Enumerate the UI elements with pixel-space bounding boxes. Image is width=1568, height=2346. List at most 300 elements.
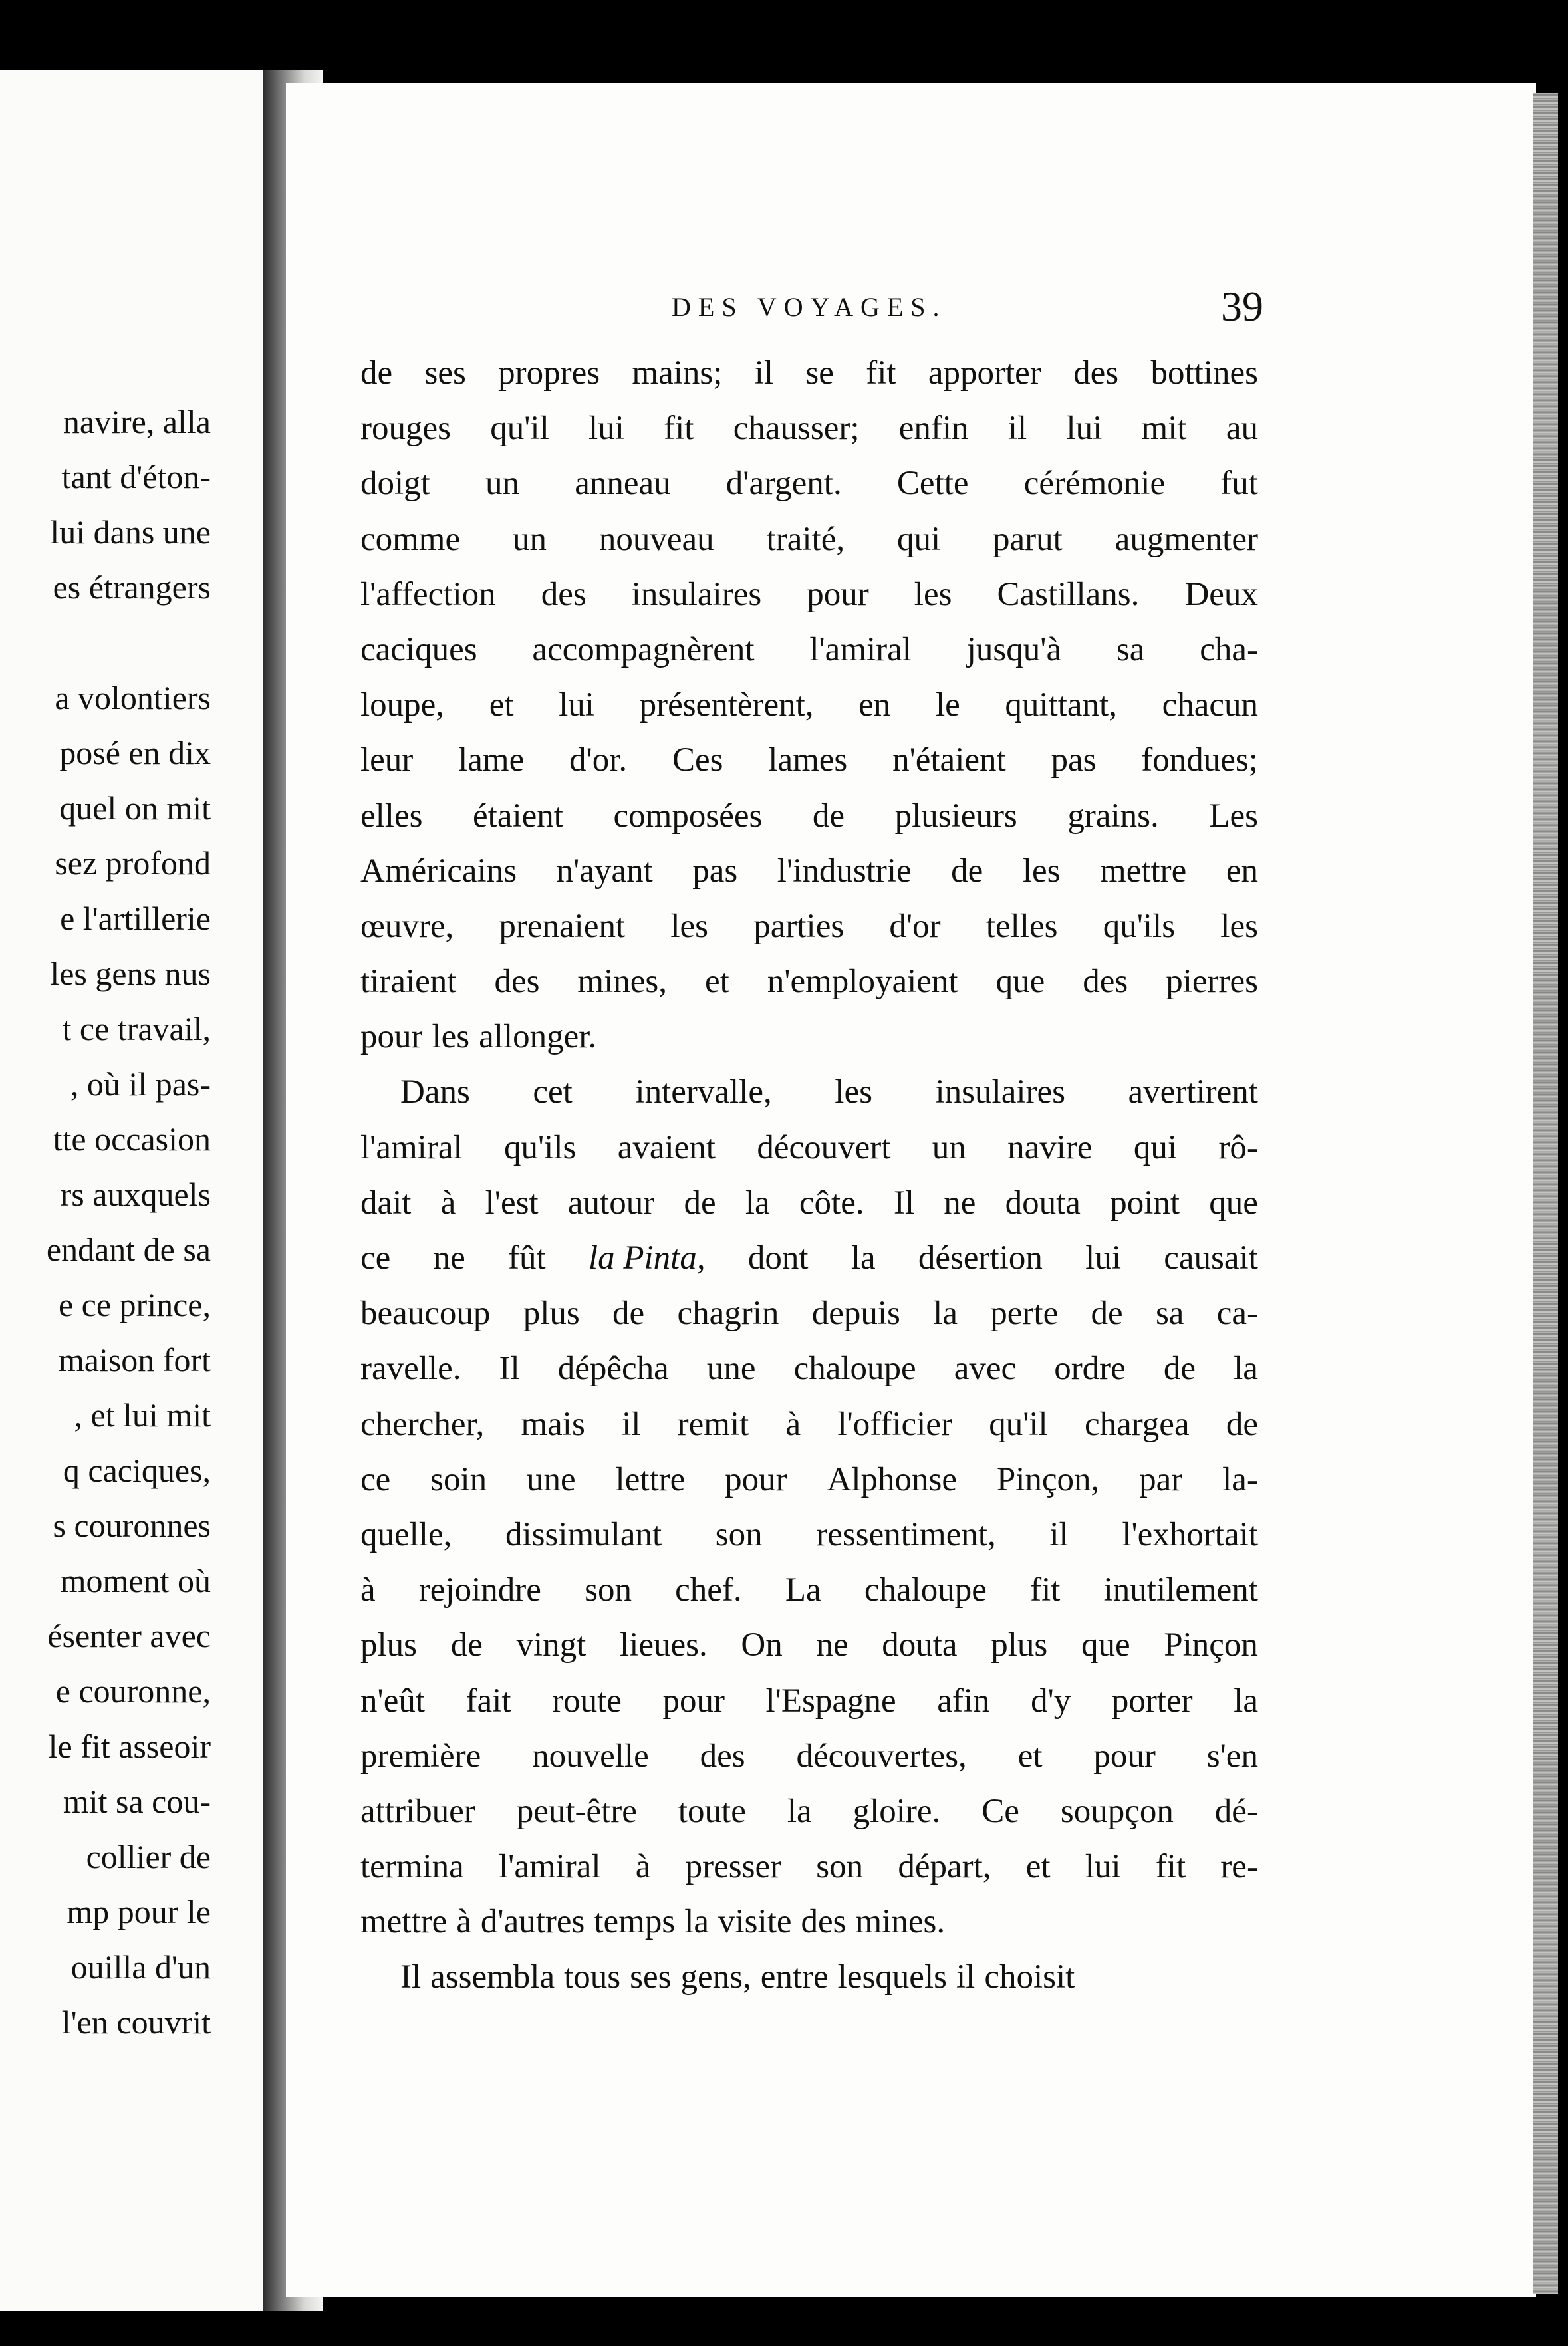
- word: avertirent: [1128, 1073, 1258, 1111]
- word: d'argent.: [725, 465, 842, 503]
- word: parties: [753, 907, 845, 945]
- text-line: [360, 1507, 1258, 1563]
- word: ne: [433, 1239, 465, 1277]
- word: l'affection: [360, 575, 496, 613]
- word: n'étaient: [892, 741, 1006, 779]
- word: la: [850, 1239, 876, 1277]
- word: qu'ils: [503, 1128, 577, 1166]
- facing-page-line: quel on mit: [59, 789, 211, 827]
- word: dé-: [1214, 1792, 1258, 1830]
- word: jusqu'à: [966, 630, 1062, 668]
- word: loupe,: [360, 686, 445, 724]
- word: il: [754, 354, 774, 392]
- word: un: [932, 1128, 966, 1166]
- word: elles: [360, 797, 423, 835]
- word: découvertes,: [796, 1737, 967, 1775]
- word: route: [552, 1682, 622, 1720]
- text-line: [360, 512, 1258, 567]
- text-line: [360, 1784, 1258, 1839]
- word: lui: [1085, 1239, 1121, 1277]
- word: présentèrent,: [639, 686, 814, 724]
- word: fit: [866, 354, 896, 392]
- word: Ces: [672, 741, 723, 779]
- word: dont: [747, 1239, 809, 1277]
- word: n'employaient: [767, 963, 958, 1001]
- word: perte: [990, 1295, 1059, 1333]
- word: douta: [882, 1627, 958, 1664]
- word: d'autres: [480, 1903, 585, 1941]
- word: enfin: [898, 410, 969, 448]
- text-line: [360, 1894, 1258, 1950]
- facing-page-text: [47, 394, 211, 2050]
- word: en: [1226, 852, 1258, 890]
- page-edges: [1533, 93, 1558, 2294]
- text-line: [360, 1341, 1258, 1396]
- word: choisit: [984, 1958, 1075, 1996]
- word: ses: [630, 1958, 672, 1996]
- word: fait: [465, 1682, 511, 1720]
- word: l'Espagne: [765, 1682, 896, 1720]
- word: soupçon: [1060, 1792, 1174, 1830]
- word: sa: [1116, 630, 1145, 668]
- word: les: [432, 1018, 470, 1056]
- word: Pinçon: [1164, 1627, 1258, 1664]
- word: que: [1209, 1184, 1258, 1222]
- word: qu'il: [989, 1405, 1048, 1443]
- word: de: [450, 1627, 483, 1664]
- word: Les: [1209, 797, 1258, 835]
- word: grains.: [1067, 797, 1159, 835]
- text-line: [360, 1839, 1258, 1894]
- word: de: [360, 354, 393, 392]
- word: l'industrie: [777, 852, 912, 890]
- word: chausser;: [733, 410, 860, 448]
- word: les: [914, 575, 952, 613]
- word: qu'il: [490, 410, 549, 448]
- word: de: [951, 852, 983, 890]
- word: découvert: [757, 1128, 891, 1166]
- word: des: [494, 963, 540, 1001]
- text-line: [360, 1231, 1258, 1286]
- word: attribuer: [360, 1792, 475, 1830]
- word: lame: [458, 741, 525, 779]
- word: Il: [499, 1350, 520, 1388]
- word: pour: [662, 1682, 725, 1720]
- facing-page-line: e ce prince,: [58, 1286, 211, 1323]
- word: anneau: [575, 465, 671, 503]
- word: les: [1220, 907, 1258, 945]
- word: l'exhortait: [1122, 1515, 1258, 1553]
- word: pour: [360, 1018, 423, 1056]
- word: temps: [594, 1903, 676, 1941]
- word: toute: [678, 1792, 746, 1830]
- facing-page-line: endant de sa: [46, 1231, 211, 1268]
- word: rejoindre: [418, 1571, 541, 1609]
- word: Dans: [400, 1073, 470, 1111]
- word: visite: [718, 1903, 792, 1941]
- word: de: [1091, 1295, 1123, 1333]
- text-line: [360, 1618, 1258, 1673]
- word: des: [700, 1737, 745, 1775]
- word: son: [816, 1848, 864, 1886]
- word: rouges: [360, 410, 451, 448]
- word: parut: [993, 520, 1063, 558]
- word: et: [705, 963, 729, 1001]
- word: qui: [1133, 1128, 1178, 1166]
- word: l'est: [485, 1184, 539, 1222]
- text-line: [360, 1729, 1258, 1784]
- word: Castillans.: [997, 575, 1140, 613]
- text-line: [360, 401, 1258, 456]
- word: bottines: [1150, 354, 1258, 392]
- text-line: [360, 1563, 1258, 1618]
- facing-page-line: tte occasion: [53, 1120, 211, 1158]
- word: lui: [588, 410, 624, 448]
- word: comme: [360, 520, 461, 558]
- text-line: [360, 1950, 1258, 2005]
- word: de: [612, 1295, 645, 1333]
- text-line: [360, 844, 1258, 899]
- word: vingt: [516, 1627, 587, 1664]
- word: chacun: [1162, 686, 1258, 724]
- word: il: [622, 1405, 641, 1443]
- word: qu'ils: [1103, 907, 1176, 945]
- word: une: [706, 1350, 756, 1388]
- facing-page-line: lui dans une: [50, 513, 211, 551]
- word: augmenter: [1114, 520, 1258, 558]
- word: Ce: [981, 1792, 1019, 1830]
- word: de: [812, 797, 845, 835]
- word: leur: [360, 741, 414, 779]
- word: gloire.: [852, 1792, 941, 1830]
- word: assembla: [430, 1958, 555, 1996]
- word: le: [935, 686, 960, 724]
- word: quelle,: [360, 1515, 452, 1553]
- word: douta: [1005, 1184, 1081, 1222]
- word: ce: [360, 1239, 391, 1277]
- facing-page-line: mp pour le: [66, 1893, 211, 1930]
- word: pas: [692, 852, 738, 890]
- word: cérémonie: [1023, 465, 1166, 503]
- word: la-: [1222, 1460, 1258, 1498]
- facing-page-line: posé en dix: [59, 734, 211, 771]
- word: depuis: [811, 1295, 900, 1333]
- facing-page-line: ésenter avec: [47, 1617, 211, 1654]
- word: la: [745, 1184, 770, 1222]
- word: dissimulant: [505, 1515, 662, 1553]
- word: un: [485, 465, 520, 503]
- word: chercher,: [360, 1405, 485, 1443]
- word: au: [1226, 410, 1258, 448]
- word: tiraient: [360, 963, 457, 1001]
- facing-page-line: e couronne,: [55, 1672, 211, 1710]
- word: plus: [523, 1295, 580, 1333]
- word: allonger.: [479, 1018, 597, 1056]
- word: mettre: [1100, 852, 1187, 890]
- word: fût: [507, 1239, 546, 1277]
- word: soin: [430, 1460, 487, 1498]
- word: prenaient: [499, 907, 626, 945]
- word: lui: [1085, 1848, 1121, 1886]
- text-line: [360, 622, 1258, 678]
- word: des: [1073, 354, 1119, 392]
- word: par: [1139, 1460, 1183, 1498]
- word: fit: [1030, 1571, 1061, 1609]
- word: Alphonse: [827, 1460, 957, 1498]
- text-line: [360, 733, 1258, 788]
- word: presser: [685, 1848, 782, 1886]
- word: Cette: [896, 465, 969, 503]
- text-line: [360, 1674, 1258, 1729]
- facing-page-line: mit sa cou-: [63, 1783, 211, 1820]
- word: doigt: [360, 465, 430, 503]
- word: La: [785, 1571, 821, 1609]
- word: autour: [567, 1184, 655, 1222]
- facing-page-line: le fit asseoir: [48, 1728, 211, 1765]
- word: pour: [807, 575, 869, 613]
- word: des: [1083, 963, 1128, 1001]
- word: Il: [893, 1184, 914, 1222]
- word: pour: [725, 1460, 787, 1498]
- word: côte.: [799, 1184, 864, 1222]
- word: n'eût: [360, 1682, 425, 1720]
- word: causait: [1164, 1239, 1258, 1277]
- word: la: [787, 1792, 812, 1830]
- word: la: [933, 1295, 958, 1333]
- facing-page-line: es étrangers: [53, 569, 211, 606]
- facing-page-line: ouilla d'un: [70, 1948, 211, 1986]
- word: Deux: [1184, 575, 1258, 613]
- word: à: [360, 1571, 376, 1609]
- word: la: [684, 1903, 710, 1941]
- word: chaloupe: [793, 1350, 916, 1388]
- facing-page-line: [47, 615, 211, 670]
- word: la Pinta,: [588, 1239, 706, 1277]
- word: cha-: [1200, 630, 1258, 668]
- word: ordre: [1054, 1350, 1126, 1388]
- word: accompagnèrent: [532, 630, 755, 668]
- word: remit: [677, 1405, 749, 1443]
- word: entre: [760, 1958, 829, 1996]
- word: rô-: [1218, 1128, 1258, 1166]
- word: n'ayant: [556, 852, 653, 890]
- word: les: [670, 907, 709, 945]
- word: les: [835, 1073, 872, 1111]
- word: dépêcha: [557, 1350, 669, 1388]
- facing-page-line: t ce travail,: [62, 1010, 211, 1047]
- word: Américains: [360, 852, 517, 890]
- paragraph: [360, 1065, 1258, 1950]
- word: chargea: [1084, 1405, 1190, 1443]
- word: et: [1017, 1737, 1043, 1775]
- word: fit: [664, 410, 694, 448]
- facing-page-line: q caciques,: [63, 1452, 211, 1489]
- word: les: [1022, 852, 1061, 890]
- word: première: [360, 1737, 481, 1775]
- facing-page-line: , et lui mit: [74, 1396, 211, 1434]
- word: plusieurs: [894, 797, 1017, 835]
- facing-page-line: e l'artillerie: [60, 900, 211, 937]
- word: ce: [360, 1460, 391, 1498]
- text-line: [360, 1452, 1258, 1507]
- word: mais: [521, 1405, 585, 1443]
- text-line: [360, 678, 1258, 733]
- facing-page-line: l'en couvrit: [61, 2004, 211, 2041]
- word: afin: [937, 1682, 990, 1720]
- facing-page-line: a volontiers: [55, 679, 211, 716]
- word: s'en: [1206, 1737, 1258, 1775]
- word: ne: [816, 1627, 849, 1664]
- facing-page-line: moment où: [60, 1562, 211, 1599]
- word: mines,: [577, 963, 667, 1001]
- word: ca-: [1216, 1295, 1258, 1333]
- word: des: [541, 575, 587, 613]
- text-line: [360, 899, 1258, 954]
- word: fit: [1155, 1848, 1186, 1886]
- word: que: [1081, 1627, 1130, 1664]
- word: l'amiral: [498, 1848, 601, 1886]
- word: à: [456, 1903, 471, 1941]
- word: navire: [1007, 1128, 1093, 1166]
- word: lames: [768, 741, 848, 779]
- page-number: 39: [1221, 283, 1263, 330]
- word: qui: [896, 520, 941, 558]
- word: point: [1110, 1184, 1180, 1222]
- paragraph: [360, 346, 1258, 1065]
- word: cet: [533, 1073, 573, 1111]
- word: caciques: [360, 630, 477, 668]
- facing-page-line: sez profond: [55, 845, 211, 882]
- word: lieues.: [620, 1627, 708, 1664]
- word: Il: [400, 1958, 422, 1996]
- facing-page-line: s couronnes: [53, 1507, 211, 1544]
- word: avec: [954, 1350, 1017, 1388]
- word: tous: [564, 1958, 621, 1996]
- word: il: [1049, 1515, 1069, 1553]
- word: termina: [360, 1848, 464, 1886]
- word: l'officier: [837, 1405, 952, 1443]
- word: lesquels: [837, 1958, 947, 1996]
- text-line: [360, 1176, 1258, 1231]
- word: mettre: [360, 1903, 448, 1941]
- word: propres: [498, 354, 600, 392]
- word: On: [741, 1627, 783, 1664]
- word: pas: [1051, 741, 1097, 779]
- word: il: [1007, 410, 1027, 448]
- word: chagrin: [677, 1295, 779, 1333]
- word: composées: [613, 797, 763, 835]
- word: son: [585, 1571, 632, 1609]
- word: étaient: [473, 797, 563, 835]
- paragraph: [360, 1950, 1258, 2005]
- word: lui: [1066, 410, 1103, 448]
- word: départ,: [898, 1848, 991, 1886]
- word: son: [715, 1515, 763, 1553]
- word: peut-être: [516, 1792, 637, 1830]
- word: ne: [944, 1184, 976, 1222]
- text-line: [360, 1397, 1258, 1452]
- word: ses: [424, 354, 466, 392]
- word: en: [858, 686, 891, 724]
- word: Pinçon,: [996, 1460, 1100, 1498]
- word: d'y: [1031, 1682, 1071, 1720]
- text-line: [360, 456, 1258, 511]
- text-line: [360, 1009, 1258, 1065]
- word: inutilement: [1103, 1571, 1258, 1609]
- text-line: [360, 1065, 1258, 1120]
- word: porter: [1111, 1682, 1193, 1720]
- text-line: [360, 346, 1258, 401]
- word: une: [527, 1460, 576, 1498]
- facing-page-line: maison fort: [58, 1341, 211, 1378]
- word: mit: [1141, 410, 1187, 448]
- body-text: [360, 346, 1258, 2006]
- word: apporter: [928, 354, 1041, 392]
- word: fondues;: [1141, 741, 1258, 779]
- word: se: [805, 354, 834, 392]
- word: intervalle,: [635, 1073, 772, 1111]
- word: des: [801, 1903, 847, 1941]
- text-line: [360, 789, 1258, 844]
- word: l'amiral: [360, 1128, 463, 1166]
- word: pierres: [1166, 963, 1258, 1001]
- word: et: [489, 686, 514, 724]
- word: traité,: [766, 520, 845, 558]
- word: nouvelle: [532, 1737, 649, 1775]
- facing-page-line: , où il pas-: [70, 1065, 211, 1103]
- text-line: [360, 567, 1258, 622]
- word: pour: [1093, 1737, 1156, 1775]
- facing-page-left: [0, 70, 264, 2311]
- word: à: [635, 1848, 651, 1886]
- text-line: [360, 1286, 1258, 1341]
- word: nouveau: [598, 520, 714, 558]
- word: lettre: [615, 1460, 686, 1498]
- word: d'or.: [569, 741, 628, 779]
- word: un: [513, 520, 547, 558]
- word: de: [684, 1184, 716, 1222]
- text-line: [360, 1120, 1258, 1176]
- word: l'amiral: [809, 630, 912, 668]
- word: sa: [1155, 1295, 1184, 1333]
- word: dait: [360, 1184, 412, 1222]
- text-line: [360, 954, 1258, 1009]
- facing-page-line: tant d'éton-: [61, 458, 211, 495]
- word: d'or: [889, 907, 941, 945]
- facing-page-line: navire, alla: [63, 403, 211, 440]
- word: beaucoup: [360, 1295, 491, 1333]
- word: telles: [985, 907, 1058, 945]
- word: chaloupe: [864, 1571, 987, 1609]
- facing-page-line: les gens nus: [50, 955, 211, 992]
- word: la: [1234, 1682, 1258, 1720]
- word: gens,: [680, 1958, 751, 1996]
- word: et: [1025, 1848, 1051, 1886]
- word: plus: [991, 1627, 1048, 1664]
- word: insulaires: [935, 1073, 1065, 1111]
- word: ravelle.: [360, 1350, 461, 1388]
- word: plus: [360, 1627, 418, 1664]
- word: ressentiment,: [816, 1515, 996, 1553]
- word: la: [1234, 1350, 1258, 1388]
- word: de: [1163, 1350, 1196, 1388]
- facing-page-line: collier de: [86, 1838, 211, 1875]
- word: lui: [559, 686, 594, 724]
- word: mines.: [855, 1903, 946, 1941]
- word: il: [956, 1958, 976, 1996]
- word: à: [440, 1184, 456, 1222]
- running-title: DES VOYAGES.: [672, 292, 947, 322]
